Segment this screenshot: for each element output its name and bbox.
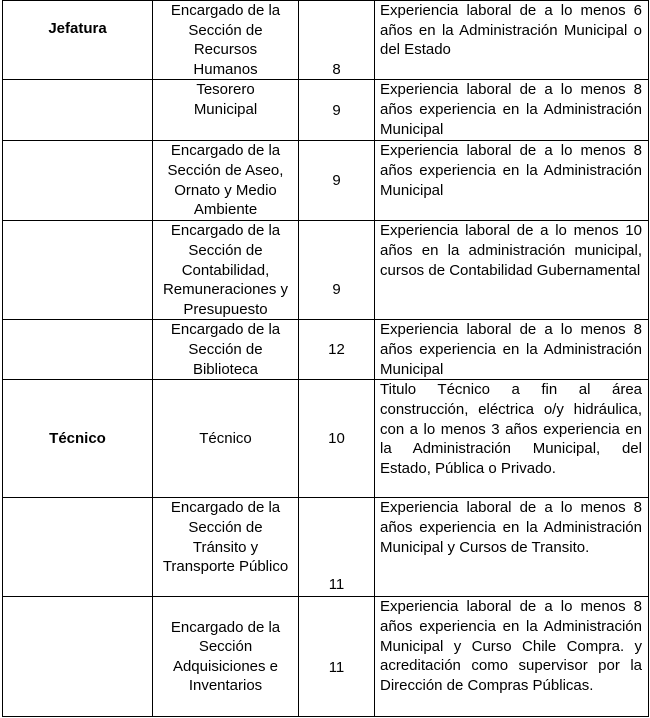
requirement-cell: Experiencia laboral de a lo menos 6 años en la Administración Municipal o del Estado: [375, 1, 649, 80]
role-cell: Encargado de la Sección de Recursos Humanos: [153, 1, 299, 80]
grade-cell: 9: [299, 221, 375, 320]
table-row: [3, 141, 649, 221]
table-row: [3, 597, 649, 717]
requirement-cell: Experiencia laboral de a lo menos 8 años experiencia en la Administración Municipal: [375, 141, 649, 221]
category-cell: [3, 320, 153, 380]
grade-cell: 8: [299, 1, 375, 80]
role-cell: Tesorero Municipal: [153, 80, 299, 141]
grade-cell: 9: [299, 141, 375, 221]
grade-cell: 10: [299, 380, 375, 498]
role-cell: Encargado de la Sección Adquisiciones e Inventarios: [153, 597, 299, 717]
role-cell: Encargado de la Sección de Aseo, Ornato y Medio Ambiente: [153, 141, 299, 221]
grade-cell: 11: [299, 498, 375, 597]
category-cell: Jefatura: [3, 1, 153, 80]
category-cell: [3, 141, 153, 221]
table-row: [3, 221, 649, 320]
requirement-cell: Experiencia laboral de a lo menos 10 años en la administración municipal, cursos de Contabilidad Gubernamental: [375, 221, 649, 320]
category-cell: [3, 597, 153, 717]
requirement-cell: Experiencia laboral de a lo menos 8 años experiencia en la Administración Municipal y Curso Chile Compra. y acreditación como supervisor por la Dirección de Compras Públicas.: [375, 597, 649, 717]
role-cell: Encargado de la Sección de Tránsito y Transporte Público: [153, 498, 299, 597]
category-cell: [3, 498, 153, 597]
positions-table: [2, 0, 649, 717]
table-row: [3, 80, 649, 141]
role-cell: Técnico: [153, 380, 299, 498]
grade-cell: 11: [299, 597, 375, 717]
table-row: [3, 380, 649, 498]
requirement-cell: Experiencia laboral de a lo menos 8 años experiencia en la Administración Municipal: [375, 320, 649, 380]
requirement-cell: Experiencia laboral de a lo menos 8 años experiencia en la Administración Municipal y Cursos de Transito.: [375, 498, 649, 597]
requirement-cell: Experiencia laboral de a lo menos 8 años experiencia en la Administración Municipal: [375, 80, 649, 141]
table-row: [3, 498, 649, 597]
category-cell: [3, 80, 153, 141]
category-cell: Técnico: [3, 380, 153, 498]
role-cell: Encargado de la Sección de Contabilidad, Remuneraciones y Presupuesto: [153, 221, 299, 320]
table-row: [3, 1, 649, 80]
requirement-cell: Titulo Técnico a fin al área construcción, eléctrica o/y hidráulica, con a lo menos 3 años experiencia en la Administración Municipal, del Estado, Pública o Privado.: [375, 380, 649, 498]
grade-cell: 12: [299, 320, 375, 380]
category-cell: [3, 221, 153, 320]
grade-cell: 9: [299, 80, 375, 141]
role-cell: Encargado de la Sección de Biblioteca: [153, 320, 299, 380]
table-row: [3, 320, 649, 380]
